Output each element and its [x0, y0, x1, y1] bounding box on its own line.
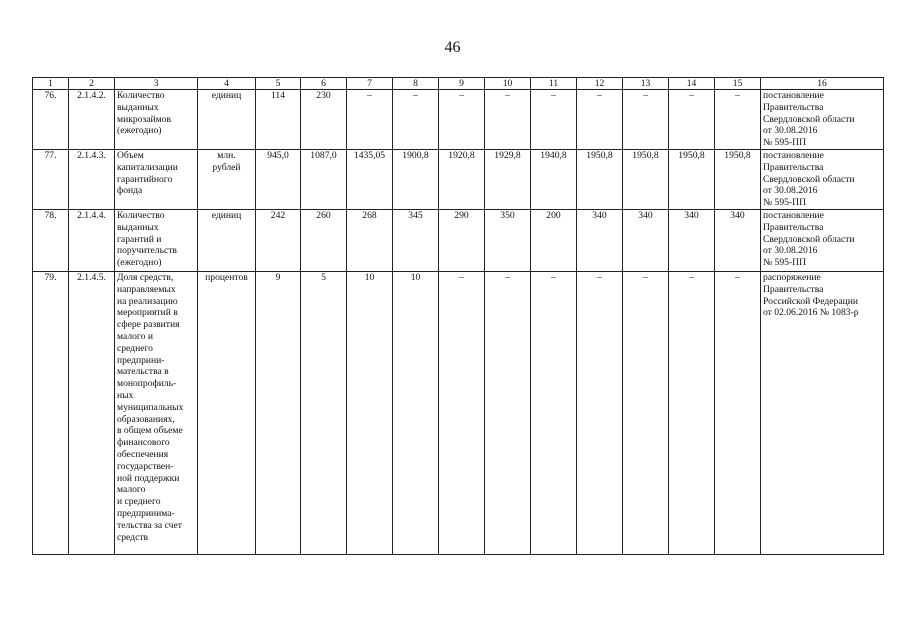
- legal-basis-cell: постановление Правительства Свердловской области от 30.08.2016 № 595-ПП: [761, 209, 884, 271]
- value-cell: –: [439, 271, 485, 554]
- indicators-table: [32, 77, 884, 555]
- value-cell: 268: [347, 209, 393, 271]
- indicator-name-cell: Доля средств, направляемых на реализацию мероприятий в сфере развития малого и среднего предприни- мательства в монопрофиль- ных муниципальных образованиях, в общем объеме финансового обеспечения государствен- ной поддержки малого и среднего предпринима- тельства за счет средств: [115, 271, 198, 554]
- value-cell: 9: [256, 271, 301, 554]
- col-header-4: 4: [198, 78, 256, 90]
- page-number: 46: [444, 39, 461, 56]
- col-header-16: 16: [761, 78, 884, 90]
- row-number-cell: 76.: [33, 90, 69, 150]
- value-cell: 945,0: [256, 149, 301, 209]
- col-header-9: 9: [439, 78, 485, 90]
- value-cell: –: [439, 90, 485, 150]
- indicator-name-cell: Количество выданных гарантий и поручительств (ежегодно): [115, 209, 198, 271]
- value-cell: –: [669, 90, 715, 150]
- col-header-8: 8: [393, 78, 439, 90]
- row-number-cell: 78.: [33, 209, 69, 271]
- value-cell: 10: [347, 271, 393, 554]
- value-cell: 1950,8: [623, 149, 669, 209]
- value-cell: –: [531, 271, 577, 554]
- value-cell: –: [623, 90, 669, 150]
- row-code-cell: 2.1.4.5.: [69, 271, 115, 554]
- col-header-2: 2: [69, 78, 115, 90]
- unit-cell: единиц: [198, 209, 256, 271]
- table-row: [33, 271, 884, 554]
- row-number-cell: 77.: [33, 149, 69, 209]
- row-number-cell: 79.: [33, 271, 69, 554]
- value-cell: 1929,8: [485, 149, 531, 209]
- col-header-3: 3: [115, 78, 198, 90]
- value-cell: 1940,8: [531, 149, 577, 209]
- row-code-cell: 2.1.4.3.: [69, 149, 115, 209]
- table-row: [33, 90, 884, 150]
- value-cell: –: [577, 271, 623, 554]
- value-cell: –: [393, 90, 439, 150]
- table-row: [33, 209, 884, 271]
- value-cell: –: [577, 90, 623, 150]
- unit-cell: процентов: [198, 271, 256, 554]
- unit-cell: млн. рублей: [198, 149, 256, 209]
- col-header-13: 13: [623, 78, 669, 90]
- value-cell: –: [485, 271, 531, 554]
- value-cell: 290: [439, 209, 485, 271]
- value-cell: 350: [485, 209, 531, 271]
- legal-basis-cell: постановление Правительства Свердловской области от 30.08.2016 № 595-ПП: [761, 90, 884, 150]
- value-cell: 1435,05: [347, 149, 393, 209]
- value-cell: –: [623, 271, 669, 554]
- value-cell: –: [485, 90, 531, 150]
- value-cell: 345: [393, 209, 439, 271]
- row-code-cell: 2.1.4.2.: [69, 90, 115, 150]
- value-cell: 1920,8: [439, 149, 485, 209]
- indicator-name-cell: Объем капитализации гарантийного фонда: [115, 149, 198, 209]
- row-code-cell: 2.1.4.4.: [69, 209, 115, 271]
- column-number-header: [33, 78, 884, 90]
- value-cell: 1950,8: [669, 149, 715, 209]
- value-cell: 242: [256, 209, 301, 271]
- value-cell: 260: [301, 209, 347, 271]
- legal-basis-cell: распоряжение Правительства Российской Федерации от 02.06.2016 № 1083-р: [761, 271, 884, 554]
- col-header-10: 10: [485, 78, 531, 90]
- value-cell: 114: [256, 90, 301, 150]
- col-header-6: 6: [301, 78, 347, 90]
- col-header-1: 1: [33, 78, 69, 90]
- table-body: [33, 90, 884, 555]
- col-header-7: 7: [347, 78, 393, 90]
- value-cell: 5: [301, 271, 347, 554]
- value-cell: –: [347, 90, 393, 150]
- col-header-5: 5: [256, 78, 301, 90]
- unit-cell: единиц: [198, 90, 256, 150]
- value-cell: –: [669, 271, 715, 554]
- value-cell: 200: [531, 209, 577, 271]
- col-header-14: 14: [669, 78, 715, 90]
- value-cell: 340: [715, 209, 761, 271]
- value-cell: 1950,8: [715, 149, 761, 209]
- value-cell: –: [531, 90, 577, 150]
- value-cell: –: [715, 271, 761, 554]
- value-cell: 1087,0: [301, 149, 347, 209]
- value-cell: –: [715, 90, 761, 150]
- value-cell: 230: [301, 90, 347, 150]
- col-header-15: 15: [715, 78, 761, 90]
- value-cell: 10: [393, 271, 439, 554]
- table-row: [33, 149, 884, 209]
- col-header-12: 12: [577, 78, 623, 90]
- legal-basis-cell: постановление Правительства Свердловской области от 30.08.2016 № 595-ПП: [761, 149, 884, 209]
- col-header-11: 11: [531, 78, 577, 90]
- value-cell: 340: [669, 209, 715, 271]
- indicator-name-cell: Количество выданных микрозаймов (ежегодно): [115, 90, 198, 150]
- value-cell: 1900,8: [393, 149, 439, 209]
- value-cell: 340: [577, 209, 623, 271]
- value-cell: 1950,8: [577, 149, 623, 209]
- value-cell: 340: [623, 209, 669, 271]
